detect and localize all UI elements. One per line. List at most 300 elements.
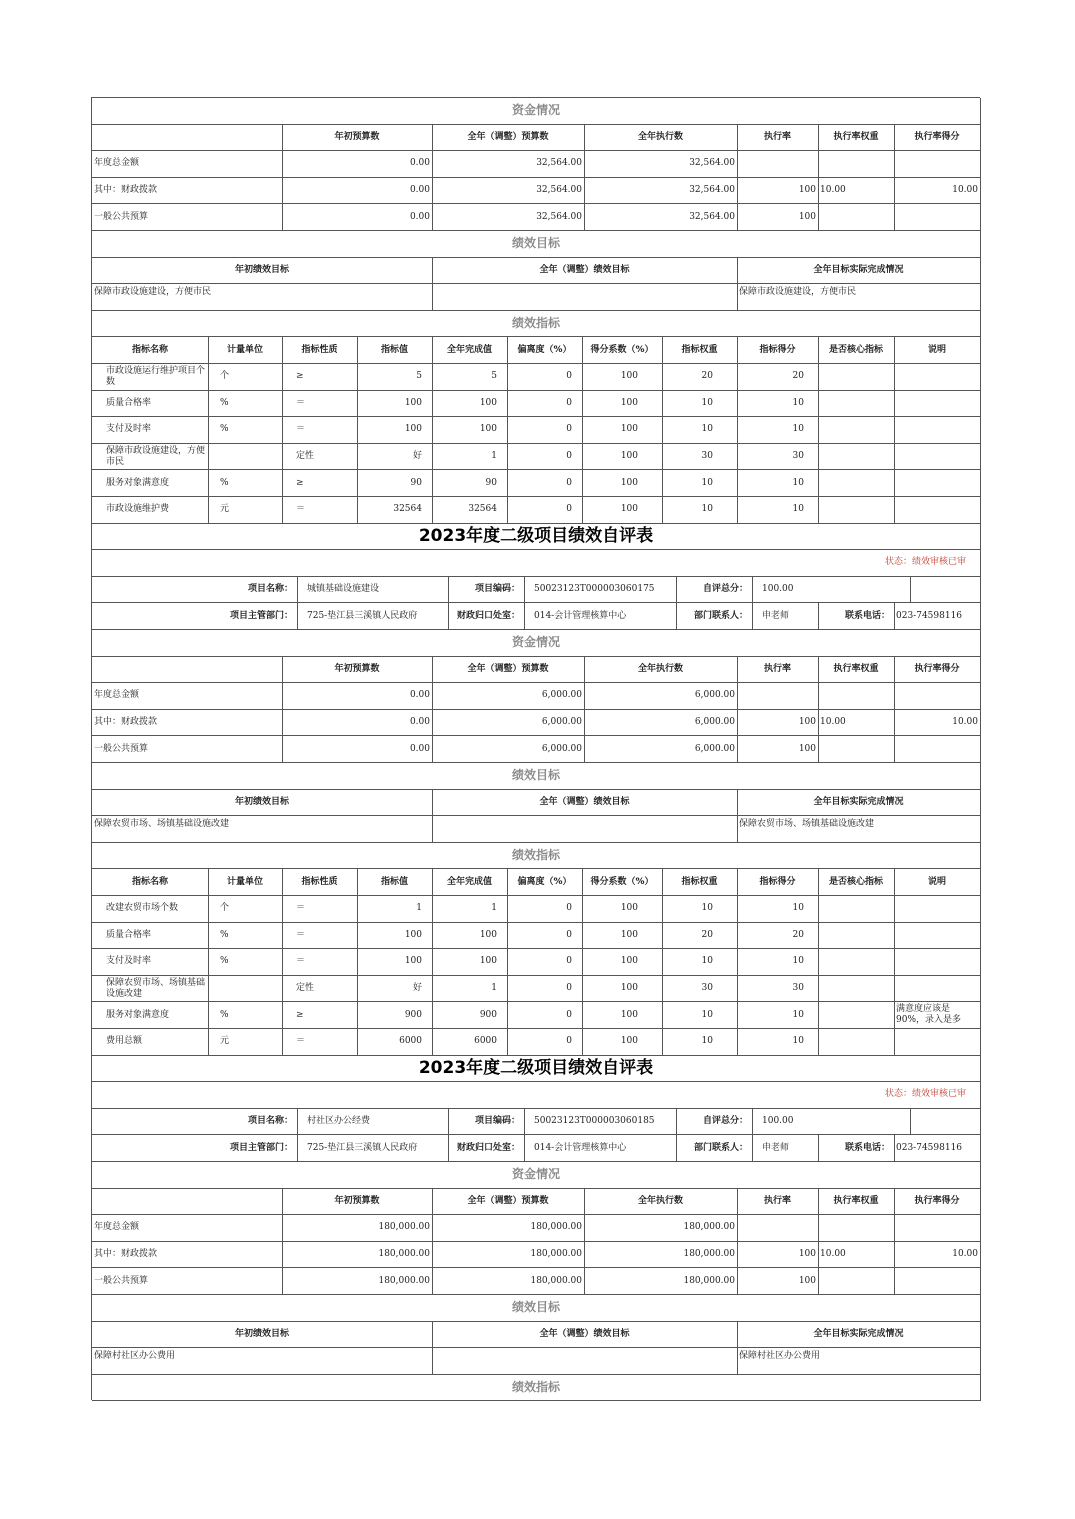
indicator-cell: 10 [737, 896, 819, 923]
indicator-cell: 10 [662, 1002, 738, 1029]
indicator-cell [818, 391, 895, 418]
indicator-cell: 30 [737, 444, 819, 471]
indicator-col-header: 说明 [894, 869, 981, 896]
goal-actual: 保障村社区办公费用 [737, 1348, 981, 1375]
funds-row-label: 年度总金额 [92, 683, 283, 710]
indicator-cell: ≥ [282, 1002, 358, 1029]
indicator-col-header: 是否核心指标 [818, 337, 895, 364]
funds-cell: 180,000.00 [282, 1215, 433, 1242]
indicator-cell: 好 [357, 444, 433, 471]
indicator-cell [894, 896, 981, 923]
spreadsheet-grid [91, 97, 980, 1400]
goals-section-header: 绩效目标 [92, 1295, 981, 1322]
funds-cell [894, 1268, 981, 1295]
indicator-cell: 10 [662, 417, 738, 444]
goal-col-header: 年初绩效目标 [92, 790, 433, 817]
indicator-cell: 6000 [432, 1029, 508, 1056]
funds-col-header: 全年（调整）预算数 [432, 657, 585, 684]
funds-cell: 32,564.00 [432, 204, 585, 231]
indicator-cell: 100 [432, 391, 508, 418]
indicator-name: 保障市政设施建设，方便市民 [92, 444, 209, 471]
indicator-cell [818, 417, 895, 444]
funds-section-header: 资金情况 [92, 98, 981, 125]
indicator-cell: 900 [357, 1002, 433, 1029]
indicator-cell: 900 [432, 1002, 508, 1029]
score-total-label: 自评总分： [676, 577, 753, 604]
funds-section-header: 资金情况 [92, 1162, 981, 1189]
indicator-col-header: 计量单位 [208, 337, 283, 364]
indicator-col-header: 得分系数（%） [582, 869, 663, 896]
indicator-cell [818, 470, 895, 497]
funds-cell [894, 151, 981, 178]
indicator-cell: 0 [507, 976, 583, 1003]
indicator-cell [894, 923, 981, 950]
funds-cell: 32,564.00 [432, 178, 585, 205]
indicator-cell [894, 417, 981, 444]
indicator-cell [818, 497, 895, 524]
indicator-cell: ＝ [282, 497, 358, 524]
goal-col-header: 全年目标实际完成情况 [737, 790, 981, 817]
page-title: 2023年度二级项目绩效自评表 [92, 1056, 981, 1083]
project-name-value: 城镇基础设施建设 [297, 577, 449, 604]
indicator-cell: 10 [662, 497, 738, 524]
funds-cell: 32,564.00 [584, 178, 738, 205]
indicator-cell [894, 976, 981, 1003]
office-label: 财政归口处室： [448, 603, 525, 630]
funds-cell: 0.00 [282, 204, 433, 231]
funds-cell: 180,000.00 [432, 1242, 585, 1269]
indicator-cell: 20 [737, 364, 819, 391]
indicator-cell: 10 [737, 949, 819, 976]
indicator-name: 市政设施运行维护项目个数 [92, 364, 209, 391]
indicator-cell: 10 [662, 470, 738, 497]
indicator-cell: 0 [507, 1002, 583, 1029]
funds-cell: 6,000.00 [584, 736, 738, 763]
goal-initial: 保障村社区办公费用 [92, 1348, 433, 1375]
indicator-col-header: 指标性质 [282, 869, 358, 896]
funds-col-header: 全年（调整）预算数 [432, 1189, 585, 1216]
score-total-label: 自评总分： [676, 1109, 753, 1136]
indicator-cell: 1 [432, 896, 508, 923]
dept-label: 项目主管部门： [92, 1135, 298, 1162]
indicator-cell: ＝ [282, 417, 358, 444]
funds-cell: 100 [737, 1268, 819, 1295]
indicator-name: 支付及时率 [92, 417, 209, 444]
status-text: 状态：绩效审核已审 [92, 1082, 981, 1109]
project-name-label: 项目名称： [92, 1109, 298, 1136]
funds-cell: 32,564.00 [584, 204, 738, 231]
indicator-cell: 100 [357, 417, 433, 444]
funds-cell: 10.00 [894, 178, 981, 205]
funds-cell [894, 1215, 981, 1242]
indicator-cell: 32564 [357, 497, 433, 524]
funds-cell: 6,000.00 [432, 710, 585, 737]
funds-col-header: 执行率权重 [818, 125, 895, 152]
indicator-cell: 100 [582, 923, 663, 950]
indicator-cell: 0 [507, 364, 583, 391]
funds-row-label: 一般公共预算 [92, 204, 283, 231]
funds-cell: 32,564.00 [584, 151, 738, 178]
indicator-cell [818, 1029, 895, 1056]
indicator-cell [894, 1029, 981, 1056]
indicator-cell: 100 [582, 444, 663, 471]
indicator-cell: ≥ [282, 470, 358, 497]
indicator-cell [818, 1002, 895, 1029]
office-value: 014-会计管理核算中心 [524, 1135, 677, 1162]
indicator-cell: 1 [432, 976, 508, 1003]
indicator-cell: 0 [507, 949, 583, 976]
indicator-cell: 100 [582, 949, 663, 976]
funds-cell: 6,000.00 [432, 683, 585, 710]
funds-col-header: 年初预算数 [282, 125, 433, 152]
goal-adjusted [432, 284, 738, 311]
indicator-cell: 元 [208, 497, 283, 524]
indicator-cell: 0 [507, 497, 583, 524]
indicator-name: 费用总额 [92, 1029, 209, 1056]
indicator-cell: 100 [432, 417, 508, 444]
indicator-cell: 满意度应该是90%，录入是多 [894, 1002, 981, 1029]
indicator-cell: 个 [208, 364, 283, 391]
indicator-cell: 1 [432, 444, 508, 471]
dept-value: 725-垫江县三溪镇人民政府 [297, 603, 449, 630]
funds-cell: 180,000.00 [584, 1268, 738, 1295]
indicator-cell: 6000 [357, 1029, 433, 1056]
indicator-cell [818, 364, 895, 391]
funds-row-label: 一般公共预算 [92, 736, 283, 763]
funds-row-label: 年度总金额 [92, 1215, 283, 1242]
indicator-cell: 0 [507, 470, 583, 497]
indicator-cell [818, 923, 895, 950]
indicators-section-header: 绩效指标 [92, 1375, 981, 1402]
indicator-cell: 100 [582, 896, 663, 923]
indicator-cell: ＝ [282, 1029, 358, 1056]
funds-cell: 180,000.00 [584, 1215, 738, 1242]
indicator-col-header: 指标名称 [92, 337, 209, 364]
indicator-cell [818, 976, 895, 1003]
dept-value: 725-垫江县三溪镇人民政府 [297, 1135, 449, 1162]
indicator-col-header: 指标名称 [92, 869, 209, 896]
funds-cell [894, 683, 981, 710]
funds-cell: 100 [737, 204, 819, 231]
funds-cell: 0.00 [282, 736, 433, 763]
indicator-cell: 10 [737, 391, 819, 418]
funds-col-header: 执行率 [737, 657, 819, 684]
indicator-cell: 0 [507, 391, 583, 418]
indicator-cell: 0 [507, 417, 583, 444]
indicator-col-header: 得分系数（%） [582, 337, 663, 364]
blank-cell [910, 577, 981, 604]
project-code-label: 项目编码： [448, 1109, 525, 1136]
funds-cell [818, 736, 895, 763]
goal-col-header: 全年（调整）绩效目标 [432, 1322, 738, 1349]
indicator-cell [208, 976, 283, 1003]
funds-header-blank [92, 125, 283, 152]
funds-row-label: 其中：财政拨款 [92, 178, 283, 205]
funds-header-blank [92, 1189, 283, 1216]
indicator-col-header: 是否核心指标 [818, 869, 895, 896]
score-total-value: 100.00 [752, 577, 911, 604]
indicator-cell: % [208, 949, 283, 976]
indicator-name: 改建农贸市场个数 [92, 896, 209, 923]
indicator-col-header: 计量单位 [208, 869, 283, 896]
indicator-cell: 5 [432, 364, 508, 391]
funds-col-header: 执行率得分 [894, 125, 981, 152]
page-title: 2023年度二级项目绩效自评表 [92, 524, 981, 551]
indicator-col-header: 全年完成值 [432, 337, 508, 364]
funds-row-label: 其中：财政拨款 [92, 1242, 283, 1269]
indicator-cell: 10 [662, 1029, 738, 1056]
indicator-cell: 30 [662, 444, 738, 471]
indicator-col-header: 指标性质 [282, 337, 358, 364]
indicator-col-header: 说明 [894, 337, 981, 364]
funds-col-header: 全年执行数 [584, 125, 738, 152]
funds-cell: 100 [737, 710, 819, 737]
indicator-cell: 100 [582, 976, 663, 1003]
indicator-cell [894, 470, 981, 497]
indicator-cell: 个 [208, 896, 283, 923]
funds-col-header: 全年（调整）预算数 [432, 125, 585, 152]
indicator-cell: 100 [357, 949, 433, 976]
indicator-cell [818, 949, 895, 976]
funds-cell: 10.00 [818, 1242, 895, 1269]
funds-cell [737, 151, 819, 178]
indicator-col-header: 全年完成值 [432, 869, 508, 896]
project-name-label: 项目名称： [92, 577, 298, 604]
indicator-cell: 定性 [282, 976, 358, 1003]
funds-cell [818, 1268, 895, 1295]
indicator-cell: ＝ [282, 923, 358, 950]
indicator-cell: 10 [737, 1029, 819, 1056]
funds-col-header: 全年执行数 [584, 657, 738, 684]
indicator-cell: 100 [582, 1002, 663, 1029]
indicator-name: 保障农贸市场、场镇基础设施改建 [92, 976, 209, 1003]
funds-cell: 180,000.00 [282, 1242, 433, 1269]
funds-cell [894, 736, 981, 763]
project-code-label: 项目编码： [448, 577, 525, 604]
goals-section-header: 绩效目标 [92, 231, 981, 258]
indicator-cell: 10 [662, 949, 738, 976]
phone-value: 023-74598116 [894, 1135, 981, 1162]
indicator-cell [208, 444, 283, 471]
indicator-cell: 0 [507, 896, 583, 923]
indicator-cell [894, 497, 981, 524]
indicator-cell: 10 [662, 896, 738, 923]
indicator-cell: % [208, 417, 283, 444]
indicator-cell: ＝ [282, 391, 358, 418]
funds-row-label: 年度总金额 [92, 151, 283, 178]
funds-row-label: 一般公共预算 [92, 1268, 283, 1295]
indicator-cell [894, 949, 981, 976]
indicator-cell: 32564 [432, 497, 508, 524]
phone-label: 联系电话： [818, 603, 895, 630]
indicator-cell: ＝ [282, 896, 358, 923]
indicator-cell: 5 [357, 364, 433, 391]
goal-adjusted [432, 816, 738, 843]
goal-col-header: 全年目标实际完成情况 [737, 1322, 981, 1349]
funds-cell [818, 683, 895, 710]
goal-col-header: 年初绩效目标 [92, 1322, 433, 1349]
indicator-cell: 90 [432, 470, 508, 497]
funds-cell: 10.00 [894, 1242, 981, 1269]
funds-cell [818, 151, 895, 178]
indicators-section-header: 绩效指标 [92, 843, 981, 870]
funds-header-blank [92, 657, 283, 684]
funds-col-header: 年初预算数 [282, 1189, 433, 1216]
indicator-cell [818, 896, 895, 923]
phone-label: 联系电话： [818, 1135, 895, 1162]
indicator-name: 服务对象满意度 [92, 470, 209, 497]
indicator-cell [894, 364, 981, 391]
indicator-cell: % [208, 1002, 283, 1029]
indicator-col-header: 指标得分 [737, 869, 819, 896]
indicator-col-header: 指标得分 [737, 337, 819, 364]
indicator-cell: 10 [662, 391, 738, 418]
project-code-value: 50023123T000003060185 [524, 1109, 677, 1136]
funds-section-header: 资金情况 [92, 630, 981, 657]
contact-label: 部门联系人： [676, 603, 753, 630]
indicator-cell: 30 [737, 976, 819, 1003]
funds-cell: 100 [737, 178, 819, 205]
indicator-cell: 好 [357, 976, 433, 1003]
contact-value: 申老师 [752, 1135, 819, 1162]
funds-cell: 100 [737, 736, 819, 763]
indicator-cell: 定性 [282, 444, 358, 471]
funds-cell: 10.00 [894, 710, 981, 737]
funds-cell: 0.00 [282, 683, 433, 710]
indicator-cell: 100 [432, 949, 508, 976]
indicator-cell: ≥ [282, 364, 358, 391]
indicator-name: 市政设施维护费 [92, 497, 209, 524]
indicator-cell: 30 [662, 976, 738, 1003]
phone-value: 023-74598116 [894, 603, 981, 630]
indicator-cell: 0 [507, 923, 583, 950]
funds-cell [737, 683, 819, 710]
funds-cell: 180,000.00 [432, 1268, 585, 1295]
funds-cell: 180,000.00 [282, 1268, 433, 1295]
funds-cell: 180,000.00 [584, 1242, 738, 1269]
funds-col-header: 执行率 [737, 125, 819, 152]
indicator-cell: 90 [357, 470, 433, 497]
indicator-cell: 100 [582, 1029, 663, 1056]
indicator-cell: 100 [582, 497, 663, 524]
indicator-cell: % [208, 923, 283, 950]
indicator-cell: ＝ [282, 949, 358, 976]
funds-cell [818, 1215, 895, 1242]
office-value: 014-会计管理核算中心 [524, 603, 677, 630]
goal-col-header: 全年目标实际完成情况 [737, 258, 981, 285]
indicator-col-header: 偏离度（%） [507, 869, 583, 896]
dept-label: 项目主管部门： [92, 603, 298, 630]
goal-col-header: 全年（调整）绩效目标 [432, 258, 738, 285]
funds-cell: 10.00 [818, 710, 895, 737]
indicator-cell: 100 [357, 923, 433, 950]
indicator-cell [894, 444, 981, 471]
indicator-col-header: 指标值 [357, 337, 433, 364]
funds-cell [737, 1215, 819, 1242]
goal-col-header: 年初绩效目标 [92, 258, 433, 285]
indicator-cell: 100 [432, 923, 508, 950]
score-total-value: 100.00 [752, 1109, 911, 1136]
funds-cell: 0.00 [282, 178, 433, 205]
blank-cell [910, 1109, 981, 1136]
funds-cell: 6,000.00 [584, 710, 738, 737]
indicator-name: 支付及时率 [92, 949, 209, 976]
project-name-value: 村社区办公经费 [297, 1109, 449, 1136]
funds-cell [818, 204, 895, 231]
indicator-cell: 10 [737, 470, 819, 497]
funds-col-header: 执行率得分 [894, 657, 981, 684]
funds-cell: 0.00 [282, 151, 433, 178]
indicator-cell: 10 [737, 497, 819, 524]
office-label: 财政归口处室： [448, 1135, 525, 1162]
indicator-cell: 100 [582, 391, 663, 418]
indicator-cell: 10 [737, 1002, 819, 1029]
indicator-cell: % [208, 391, 283, 418]
indicator-cell: 20 [737, 923, 819, 950]
funds-col-header: 执行率权重 [818, 657, 895, 684]
indicator-cell: 10 [737, 417, 819, 444]
funds-cell: 100 [737, 1242, 819, 1269]
indicator-name: 质量合格率 [92, 391, 209, 418]
funds-row-label: 其中：财政拨款 [92, 710, 283, 737]
funds-col-header: 执行率 [737, 1189, 819, 1216]
funds-col-header: 年初预算数 [282, 657, 433, 684]
funds-col-header: 执行率权重 [818, 1189, 895, 1216]
contact-label: 部门联系人： [676, 1135, 753, 1162]
funds-col-header: 执行率得分 [894, 1189, 981, 1216]
indicator-cell: 100 [357, 391, 433, 418]
evaluation-sheet [91, 97, 980, 1400]
funds-cell: 180,000.00 [432, 1215, 585, 1242]
indicator-cell: 0 [507, 444, 583, 471]
indicator-cell: 0 [507, 1029, 583, 1056]
goal-initial: 保障市政设施建设，方便市民 [92, 284, 433, 311]
indicator-cell: 元 [208, 1029, 283, 1056]
goals-section-header: 绩效目标 [92, 763, 981, 790]
funds-cell: 32,564.00 [432, 151, 585, 178]
indicator-name: 服务对象满意度 [92, 1002, 209, 1029]
funds-cell: 6,000.00 [584, 683, 738, 710]
funds-cell: 6,000.00 [432, 736, 585, 763]
indicators-section-header: 绩效指标 [92, 311, 981, 338]
funds-cell: 10.00 [818, 178, 895, 205]
indicator-cell: 20 [662, 364, 738, 391]
goal-initial: 保障农贸市场、场镇基础设施改建 [92, 816, 433, 843]
funds-cell: 0.00 [282, 710, 433, 737]
indicator-col-header: 指标权重 [662, 337, 738, 364]
goal-col-header: 全年（调整）绩效目标 [432, 790, 738, 817]
indicator-cell: 100 [582, 417, 663, 444]
indicator-col-header: 指标权重 [662, 869, 738, 896]
indicator-cell: 20 [662, 923, 738, 950]
indicator-cell [818, 444, 895, 471]
status-text: 状态：绩效审核已审 [92, 550, 981, 577]
indicator-cell: 100 [582, 470, 663, 497]
project-code-value: 50023123T000003060175 [524, 577, 677, 604]
indicator-col-header: 偏离度（%） [507, 337, 583, 364]
contact-value: 申老师 [752, 603, 819, 630]
indicator-cell [894, 391, 981, 418]
funds-col-header: 全年执行数 [584, 1189, 738, 1216]
goal-actual: 保障市政设施建设，方便市民 [737, 284, 981, 311]
goal-adjusted [432, 1348, 738, 1375]
indicator-col-header: 指标值 [357, 869, 433, 896]
funds-cell [894, 204, 981, 231]
indicator-name: 质量合格率 [92, 923, 209, 950]
indicator-cell: 100 [582, 364, 663, 391]
goal-actual: 保障农贸市场、场镇基础设施改建 [737, 816, 981, 843]
indicator-cell: 1 [357, 896, 433, 923]
